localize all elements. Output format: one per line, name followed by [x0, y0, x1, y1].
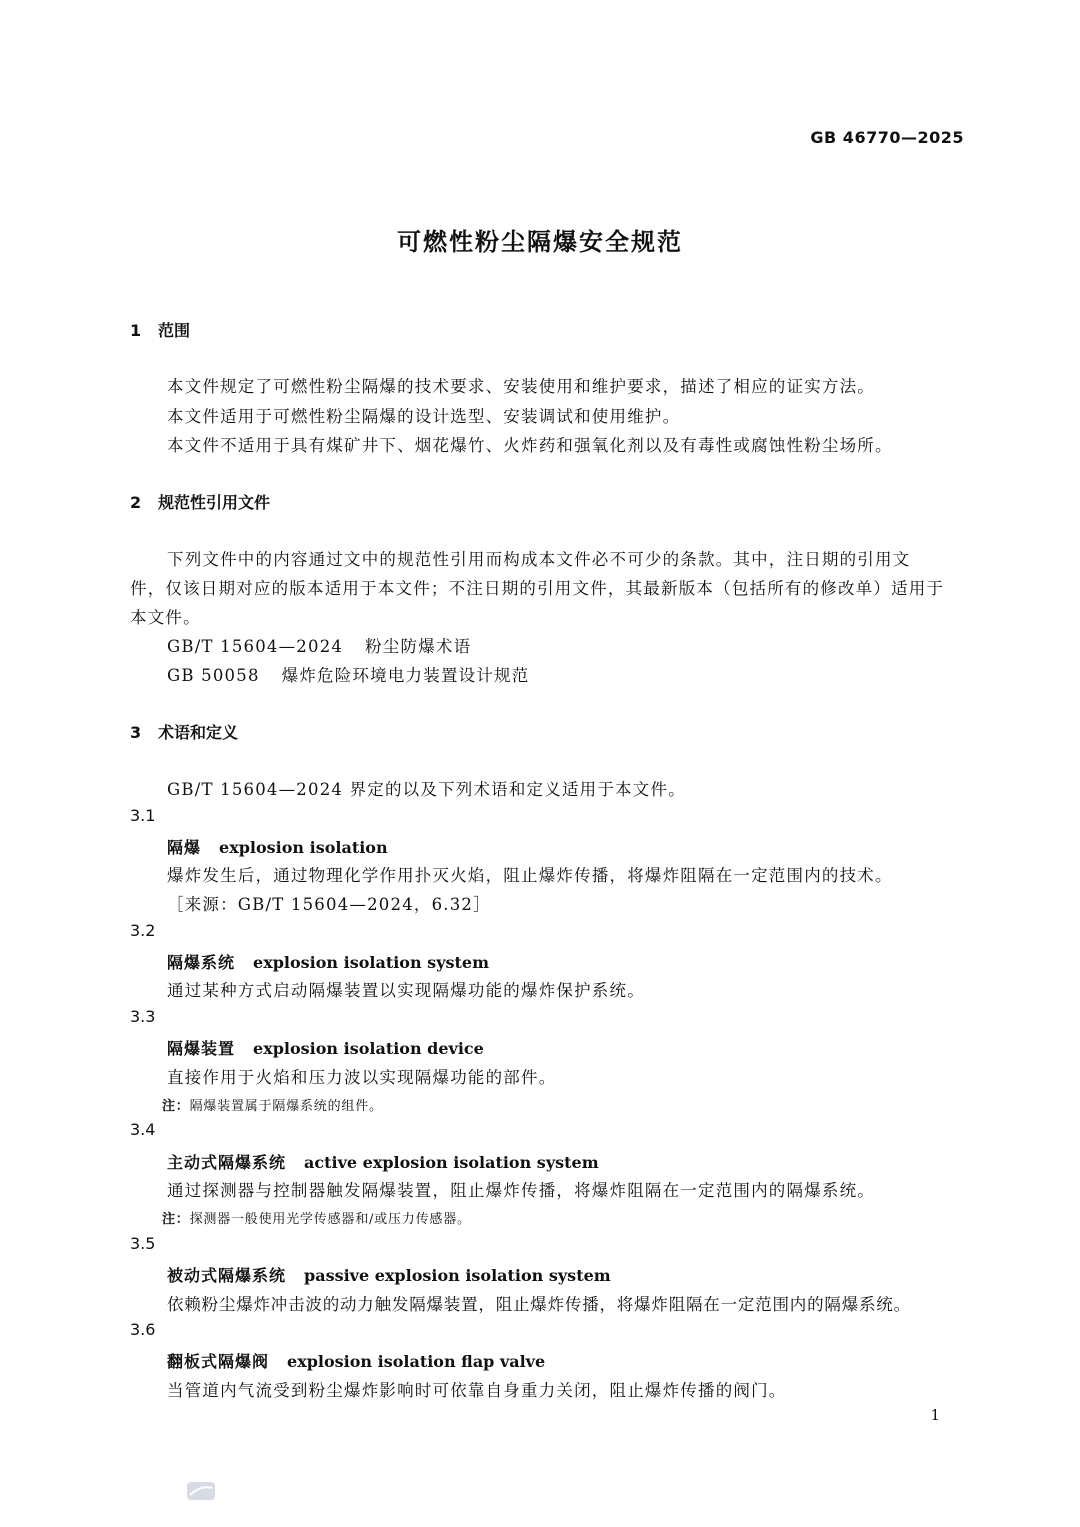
term-zh: 主动式隔爆系统	[167, 1153, 287, 1172]
page-number: 1	[930, 1406, 940, 1424]
term-definition: 爆炸发生后，通过物理化学作用扑灭火焰，阻止爆炸传播，将爆炸阻隔在一定范围内的技术。	[167, 866, 893, 885]
term-definition: 通过某种方式启动隔爆装置以实现隔爆功能的爆炸保护系统。	[167, 981, 645, 1000]
section-number: 3	[130, 723, 142, 742]
term-source: ［来源：GB/T 15604—2024，6.32］	[167, 895, 491, 914]
term-note	[162, 1095, 383, 1114]
term-definition: 依赖粉尘爆炸冲击波的动力触发隔爆装置，阻止爆炸传播，将爆炸阻隔在一定范围内的隔爆系统。	[167, 1295, 911, 1314]
term-heading	[167, 1036, 484, 1059]
term-zh: 隔爆系统	[167, 953, 236, 972]
term-heading	[167, 1263, 611, 1286]
note-label: 注：	[162, 1212, 190, 1227]
section-number: 1	[130, 321, 142, 340]
term-heading	[167, 950, 489, 973]
section-3-heading	[130, 720, 238, 743]
clause-number: 3.4	[130, 1120, 156, 1139]
clause-number: 3.2	[130, 921, 156, 940]
clause-number: 3.5	[130, 1234, 156, 1253]
term-en: explosion isolation flap valve	[287, 1352, 546, 1371]
paragraph-line: 件，仅该日期对应的版本适用于本文件；不注日期的引用文件，其最新版本（包括所有的修改单）适用于	[130, 579, 945, 598]
term-zh: 被动式隔爆系统	[167, 1266, 287, 1285]
paragraph: GB/T 15604—2024 界定的以及下列术语和定义适用于本文件。	[167, 780, 686, 799]
section-title: 规范性引用文件	[158, 493, 271, 512]
reference-item	[167, 662, 529, 686]
term-en: explosion isolation device	[253, 1039, 484, 1058]
clause-number: 3.6	[130, 1320, 156, 1339]
section-title: 术语和定义	[158, 723, 239, 742]
reference-title: 爆炸危险环境电力装置设计规范	[281, 666, 530, 685]
term-en: active explosion isolation system	[304, 1153, 599, 1172]
paragraph: 本文件规定了可燃性粉尘隔爆的技术要求、安装使用和维护要求，描述了相应的证实方法。	[167, 377, 875, 396]
section-2-heading	[130, 490, 270, 513]
document-title: 可燃性粉尘隔爆安全规范	[397, 228, 683, 256]
sac-logo-icon	[186, 1476, 216, 1506]
term-zh: 隔爆	[167, 838, 202, 857]
reference-item	[167, 633, 471, 657]
paragraph: 本文件不适用于具有煤矿井下、烟花爆竹、火炸药和强氧化剂以及有毒性或腐蚀性粉尘场所。	[167, 436, 893, 455]
term-heading	[167, 835, 388, 858]
section-number: 2	[130, 493, 142, 512]
term-zh: 翻板式隔爆阀	[167, 1352, 270, 1371]
term-heading	[167, 1150, 599, 1173]
paragraph-line: 下列文件中的内容通过文中的规范性引用而构成本文件必不可少的条款。其中，注日期的引用文	[167, 550, 911, 569]
paragraph: 本文件适用于可燃性粉尘隔爆的设计选型、安装调试和使用维护。	[167, 407, 681, 426]
term-en: passive explosion isolation system	[304, 1266, 611, 1285]
clause-number: 3.3	[130, 1007, 156, 1026]
standard-number: GB 46770—2025	[810, 128, 964, 147]
term-en: explosion isolation	[219, 838, 388, 857]
note-text: 探测器一般使用光学传感器和/或压力传感器。	[189, 1212, 471, 1227]
section-title: 范围	[158, 321, 191, 340]
reference-code: GB 50058	[167, 666, 260, 685]
term-definition: 通过探测器与控制器触发隔爆装置，阻止爆炸传播，将爆炸阻隔在一定范围内的隔爆系统。	[167, 1181, 875, 1200]
section-1-heading	[130, 318, 190, 341]
term-en: explosion isolation system	[253, 953, 489, 972]
term-definition: 直接作用于火焰和压力波以实现隔爆功能的部件。	[167, 1068, 557, 1087]
term-heading	[167, 1349, 545, 1372]
note-label: 注：	[162, 1099, 190, 1114]
reference-title: 粉尘防爆术语	[365, 637, 472, 656]
term-note	[162, 1208, 471, 1227]
note-text: 隔爆装置属于隔爆系统的组件。	[189, 1099, 383, 1114]
reference-code: GB/T 15604—2024	[167, 637, 344, 656]
clause-number: 3.1	[130, 806, 156, 825]
term-definition: 当管道内气流受到粉尘爆炸影响时可依靠自身重力关闭，阻止爆炸传播的阀门。	[167, 1381, 787, 1400]
paragraph-line: 本文件。	[130, 608, 201, 627]
term-zh: 隔爆装置	[167, 1039, 236, 1058]
